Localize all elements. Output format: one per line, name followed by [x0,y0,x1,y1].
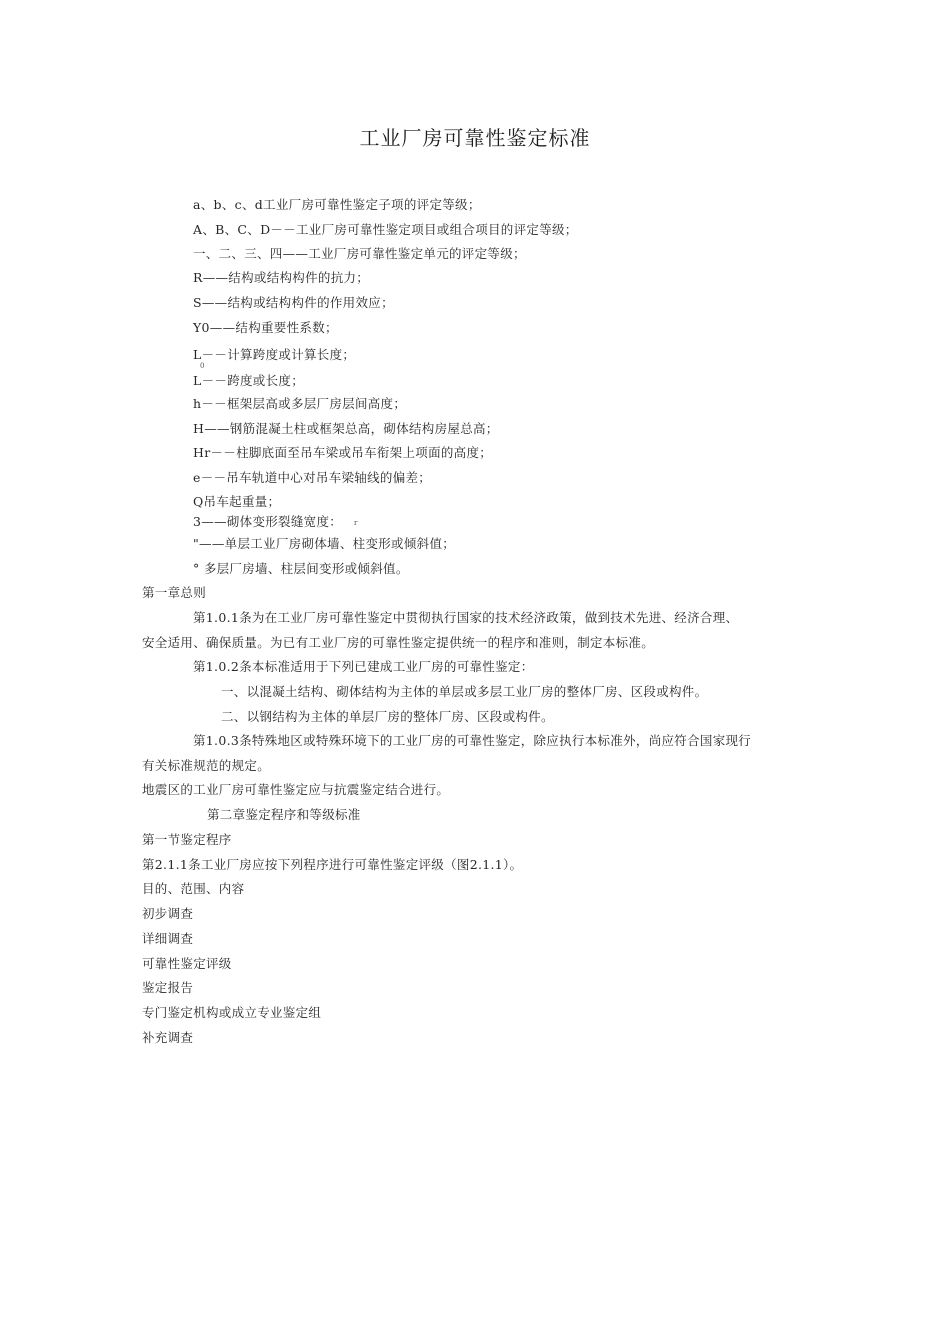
flow-step: 补充调查 [142,1030,194,1045]
symbol-line: 一、二、三、四——工业厂房可靠性鉴定单元的评定等级； [193,246,526,261]
paragraph: 第1.0.3条特殊地区或特殊环境下的工业厂房的可靠性鉴定，除应执行本标准外，尚应符合国家现行 [193,733,752,748]
document-title: 工业厂房可靠性鉴定标准 [359,126,591,150]
chapter-heading: 第一章总则 [142,585,207,600]
symbol-line: R——结构或结构构件的抗力； [193,270,370,285]
symbol-line: e－－吊车轨道中心对吊车梁轴线的偏差； [193,470,432,485]
symbol-line: h－－框架层高或多层厂房层间高度； [193,396,407,411]
symbol-line: S——结构或结构构件的作用效应； [193,295,394,310]
list-item: 二、以钢结构为主体的单层厂房的整体厂房、区段或构件。 [221,709,554,724]
chapter-heading: 第二章鉴定程序和等级标准 [207,807,361,822]
symbol-line: A、B、C、D－－工业厂房可靠性鉴定项目或组合项目的评定等级； [193,222,578,237]
symbol-line: a、b、c、d工业厂房可靠性鉴定子项的评定等级； [193,197,481,212]
symbol-line: 3——砌体变形裂缝宽度： [193,514,343,529]
symbol-line: Hr－－柱脚底面至吊车梁或吊车衔架上项面的高度； [193,445,493,460]
symbol-line: Y0——结构重要性系数； [193,320,338,335]
flow-step: 详细调查 [142,931,194,946]
paragraph: 第1.0.2条本标准适用于下列已建成工业厂房的可靠性鉴定： [193,659,534,674]
section-heading: 第一节鉴定程序 [142,832,232,847]
symbol-line: "——单层工业厂房砌体墙、柱变形或倾斜值； [193,536,456,551]
list-item: 一、以混凝土结构、砌体结构为主体的单层或多层工业厂房的整体厂房、区段或构件。 [221,684,708,699]
symbol-line: L－－计算跨度或计算长度； [193,347,356,362]
symbol-line: L－－跨度或长度； [193,373,305,388]
paragraph: 第1.0.1条为在工业厂房可靠性鉴定中贯彻执行国家的技术经济政策，做到技术先进、经济合理、 [193,610,739,625]
paragraph: 第2.1.1条工业厂房应按下列程序进行可靠性鉴定评级（图2.1.1）。 [142,857,523,872]
paragraph: 地震区的工业厂房可靠性鉴定应与抗震鉴定结合进行。 [142,782,450,797]
paragraph: 有关标准规范的规定。 [142,758,271,773]
flow-step: 目的、范围、内容 [142,881,245,896]
symbol-line: Q吊车起重量； [193,494,281,509]
flow-step: 可靠性鉴定评级 [142,956,232,971]
symbol-line: H——钢筋混凝土柱或框架总高，砌体结构房屋总高； [193,421,499,436]
flow-step: 鉴定报告 [142,980,194,995]
flow-step: 专门鉴定机构或成立专业鉴定组 [142,1005,322,1020]
flow-step: 初步调查 [142,906,194,921]
small-mark: r [354,519,358,527]
symbol-line: ° 多层厂房墙、柱层间变形或倾斜值。 [193,561,409,576]
paragraph: 安全适用、确保质量。为已有工业厂房的可靠性鉴定提供统一的程序和准则，制定本标准。 [142,635,655,650]
subscript-mark: 0 [200,362,205,370]
